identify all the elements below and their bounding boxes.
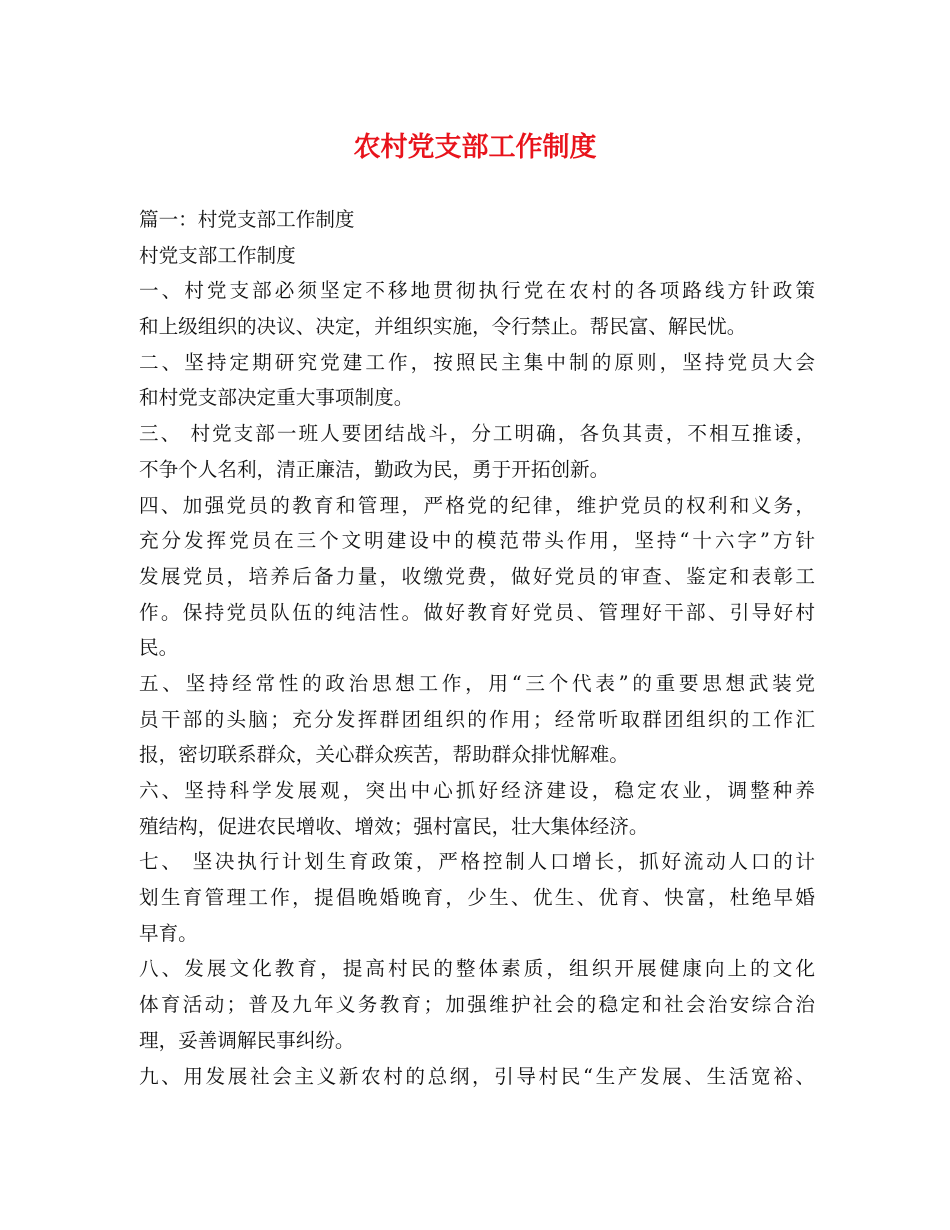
- body-line: 五、坚持经常性的政治思想工作，用“三个代表”的重要思想武装党: [139, 671, 815, 695]
- document-body: [139, 202, 815, 1094]
- body-line: 不争个人名利，清正廉洁，勤政为民，勇于开拓创新。: [139, 457, 610, 481]
- body-line: 作。保持党员队伍的纯洁性。做好教育好党员、管理好干部、引导好村: [139, 600, 815, 624]
- document-title: 农村党支部工作制度: [353, 132, 597, 163]
- body-line: 六、坚持科学发展观，突出中心抓好经济建设，稳定农业，调整种养: [139, 779, 815, 802]
- body-line: 村党支部工作制度: [139, 243, 296, 267]
- body-line: 一、村党支部必须坚定不移地贯彻执行党在农村的各项路线方针政策: [139, 279, 815, 303]
- body-line: 员干部的头脑；充分发挥群团组织的作用；经常听取群团组织的工作汇: [139, 707, 815, 731]
- body-line: 八、发展文化教育，提高村民的整体素质，组织开展健康向上的文化: [139, 957, 815, 981]
- body-line: 篇一：村党支部工作制度: [139, 208, 355, 231]
- body-line: 报，密切联系群众，关心群众疾苦，帮助群众排忧解难。: [139, 743, 629, 767]
- body-line: 二、坚持定期研究党建工作，按照民主集中制的原则，坚持党员大会: [139, 350, 815, 374]
- body-line: 七、 坚决执行计划生育政策，严格控制人口增长，抓好流动人口的计: [139, 850, 815, 874]
- body-line: 四、加强党员的教育和管理，严格党的纪律，维护党员的权利和义务，: [139, 493, 815, 517]
- body-line: 和上级组织的决议、决定，并组织实施，令行禁止。帮民富、解民忧。: [139, 315, 747, 339]
- body-line: 体育活动；普及九年义务教育；加强维护社会的稳定和社会治安综合治: [139, 993, 815, 1017]
- body-line: 民。: [139, 636, 179, 660]
- body-line: 九、用发展社会主义新农村的总纲，引导村民“生产发展、生活宽裕、: [139, 1064, 815, 1088]
- body-line: 划生育管理工作，提倡晚婚晚育，少生、优生、优育、快富，杜绝早婚: [139, 886, 815, 910]
- body-line: 殖结构，促进农民增收、增效；强村富民，壮大集体经济。: [139, 814, 649, 838]
- body-line: 三、 村党支部一班人要团结战斗，分工明确，各负其责，不相互推诿，: [139, 422, 815, 446]
- body-line: 充分发挥党员在三个文明建设中的模范带头作用，坚持“十六字”方针: [139, 529, 815, 553]
- body-line: 早育。: [139, 921, 198, 945]
- body-line: 和村党支部决定重大事项制度。: [139, 386, 414, 410]
- body-line: 发展党员，培养后备力量，收缴党费，做好党员的审查、鉴定和表彰工: [139, 564, 815, 588]
- body-line: 理，妥善调解民事纠纷。: [139, 1028, 355, 1052]
